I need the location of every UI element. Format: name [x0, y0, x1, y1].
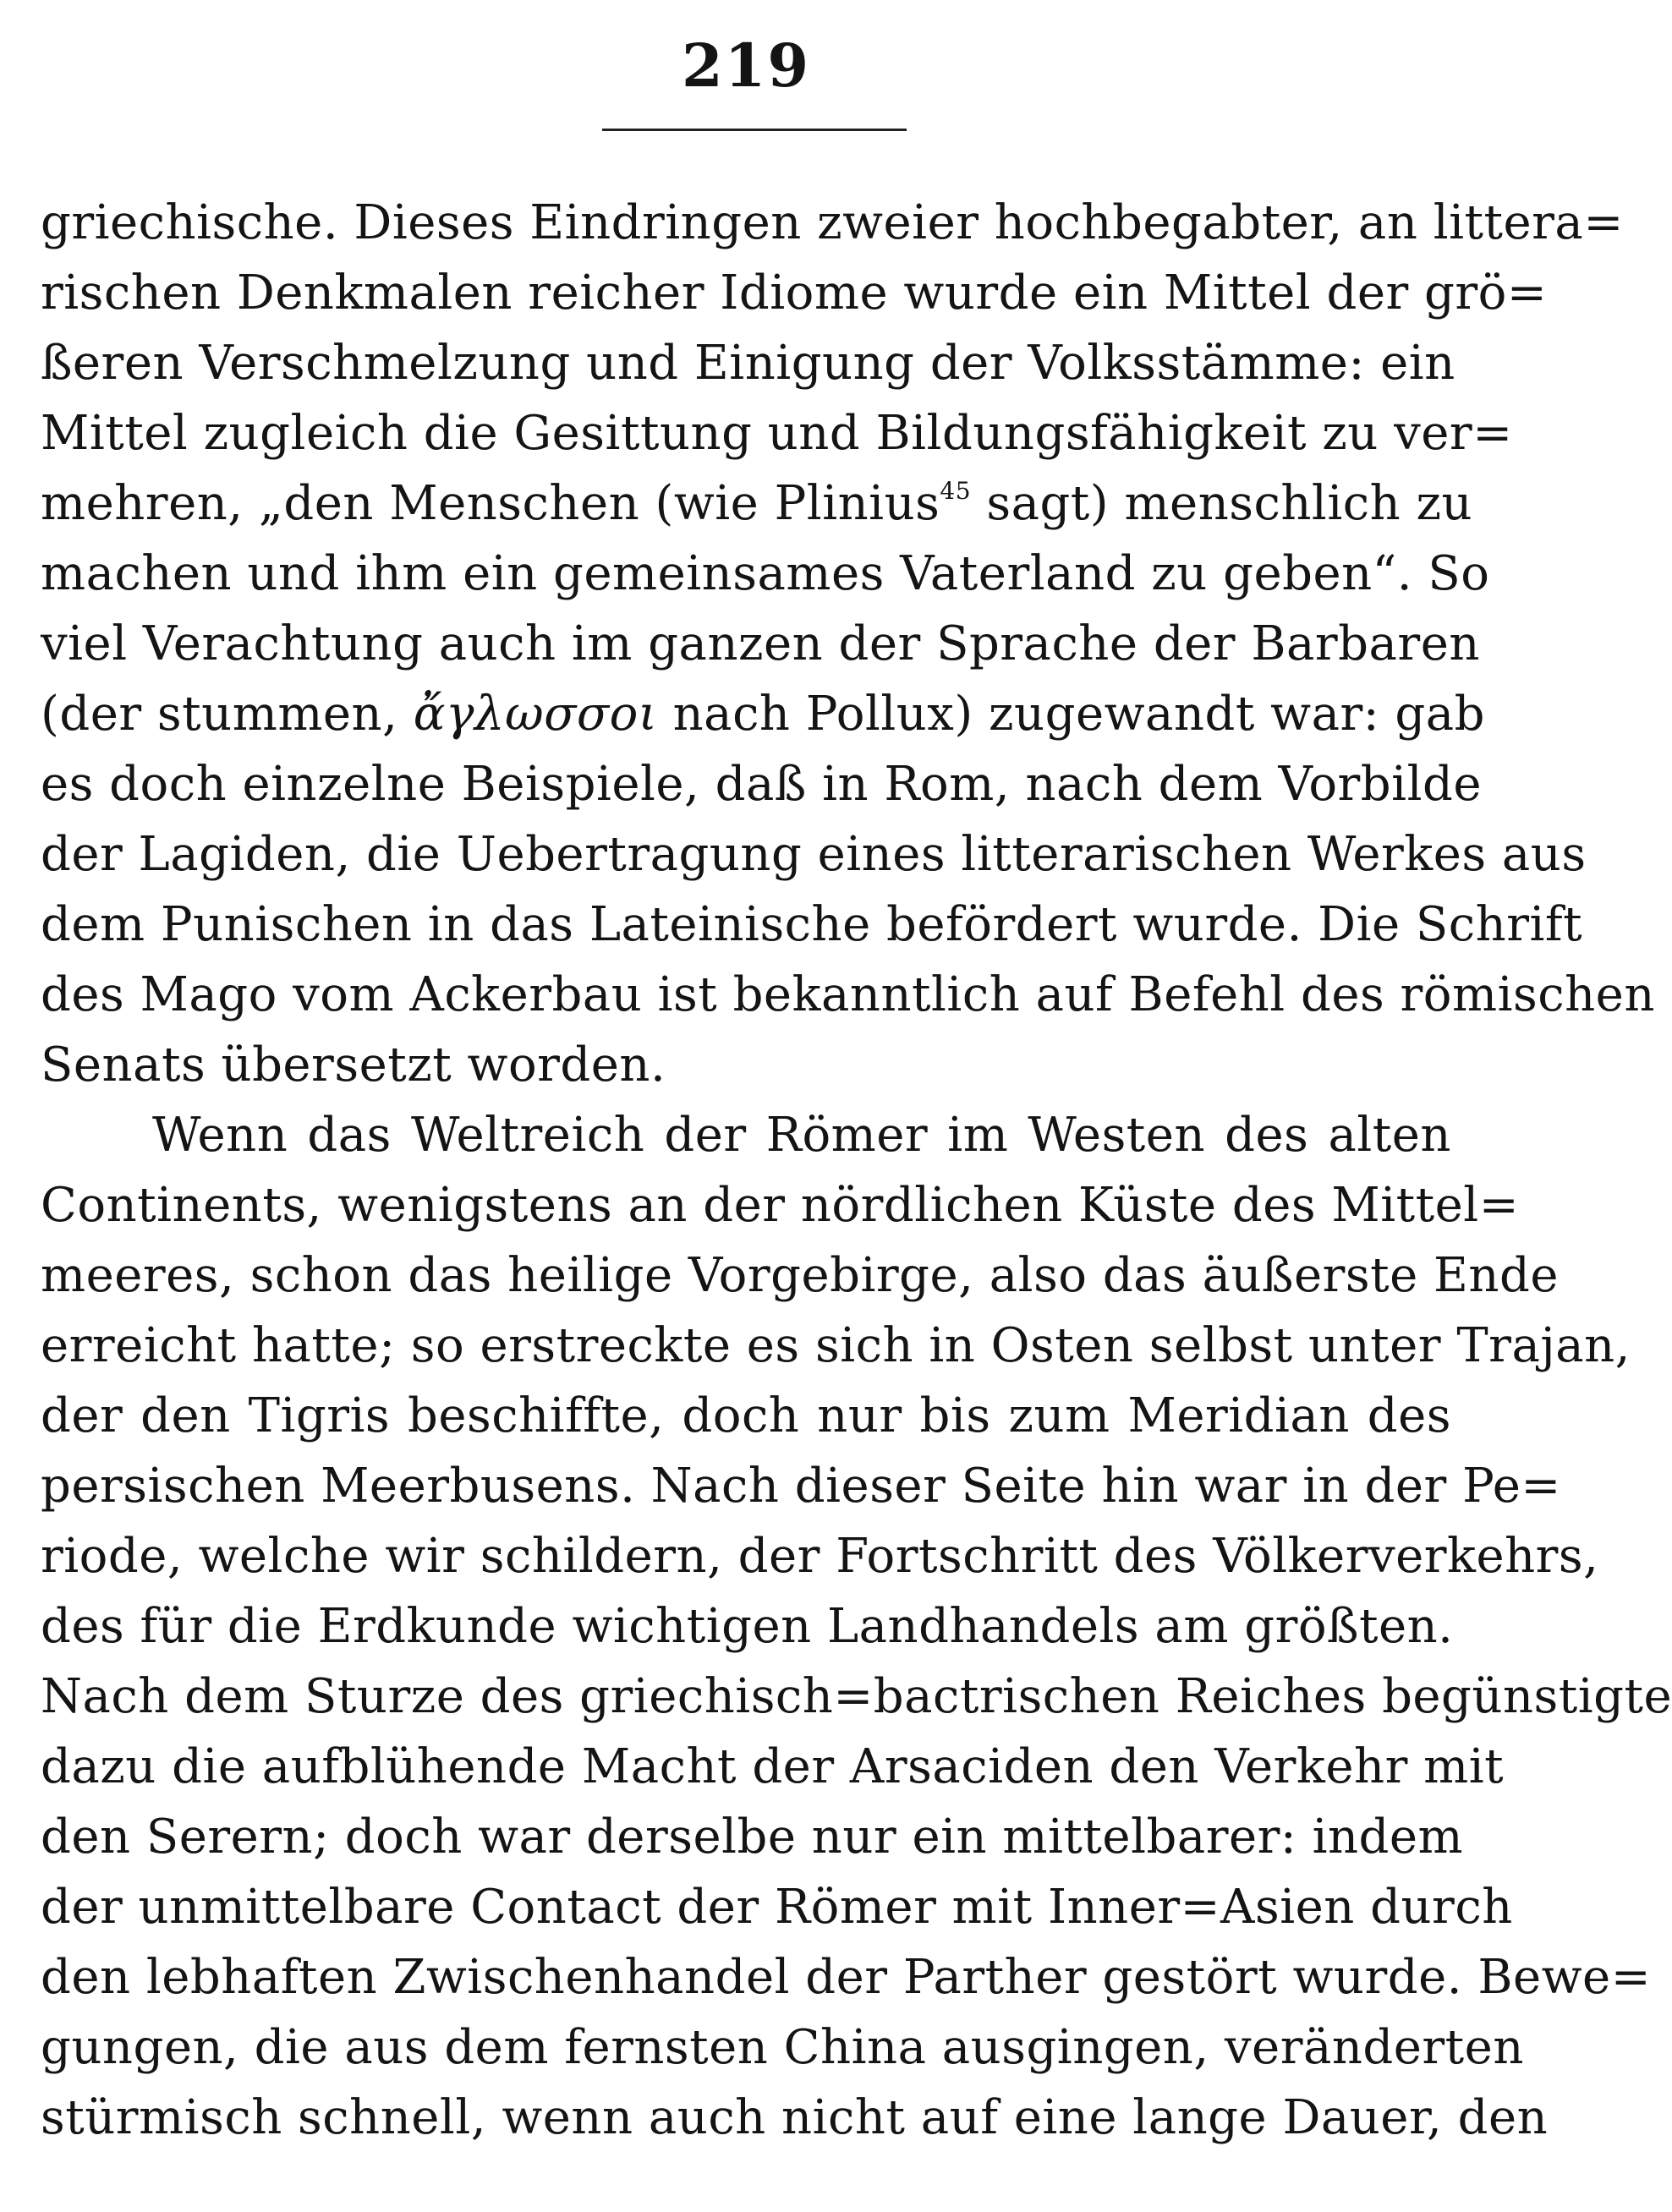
text-line: Senats übersetzt worden. [41, 1038, 666, 1092]
text-line: Continents, wenigstens an der nördlichen Küste des Mittel= [41, 1178, 1520, 1233]
text-line: des Mago vom Ackerbau ist bekanntlich auf Befehl des römischen [41, 967, 1655, 1022]
text-line: des für die Erdkunde wichtigen Landhandels am größten. [41, 1599, 1454, 1654]
text-segment: mehren, „den Menschen (wie Plinius [41, 476, 940, 531]
text-segment: sagt) menschlich zu [971, 476, 1473, 531]
text-line: Wenn das Weltreich der Römer im Westen des alten [152, 1108, 1451, 1163]
text-line: dazu die aufblühende Macht der Arsaciden den Verkehr mit [41, 1739, 1505, 1794]
text-line: gungen, die aus dem fernsten China ausgingen, veränderten [41, 2020, 1524, 2075]
paragraph-1 [41, 188, 1655, 1100]
text-line: riode, welche wir schildern, der Fortschritt des Völkerverkehrs, [41, 1529, 1599, 1584]
text-line: rischen Denkmalen reicher Idiome wurde ein Mittel der grö= [41, 266, 1548, 320]
text-line: der Lagiden, die Uebertragung eines litterarischen Werkes aus [41, 827, 1587, 882]
header-rule [602, 129, 907, 131]
text-line: es doch einzelne Beispiele, daß in Rom, nach dem Vorbilde [41, 757, 1482, 812]
text-line [41, 679, 1485, 749]
greek-word: ἄγλωσσοι [413, 687, 658, 742]
text-line: der unmittelbare Contact der Römer mit Inner=Asien durch [41, 1880, 1513, 1935]
paragraph-2 [41, 1100, 1672, 2153]
body-text [41, 188, 1672, 2153]
page-number: 219 [681, 30, 811, 101]
text-segment: (der stummen, [41, 687, 414, 742]
text-line: dem Punischen in das Lateinische befördert wurde. Die Schrift [41, 897, 1583, 952]
text-line: der den Tigris beschiffte, doch nur bis zum Meridian des [41, 1388, 1451, 1443]
text-line [41, 468, 1473, 539]
text-line: meeres, schon das heilige Vorgebirge, also das äußerste Ende [41, 1248, 1559, 1303]
text-line: Nach dem Sturze des griechisch=bactrischen Reiches begünstigte [41, 1669, 1672, 1724]
text-line: Mittel zugleich die Gesittung und Bildungsfähigkeit zu ver= [41, 406, 1513, 461]
text-line: den lebhaften Zwischenhandel der Parther gestört wurde. Bewe= [41, 1950, 1652, 2005]
text-line: ßeren Verschmelzung und Einigung der Volksstämme: ein [41, 336, 1455, 391]
text-segment: nach Pollux) zugewandt war: gab [657, 687, 1485, 742]
text-line: machen und ihm ein gemeinsames Vaterland zu geben“. So [41, 546, 1490, 601]
text-line: den Serern; doch war derselbe nur ein mittelbarer: indem [41, 1810, 1464, 1864]
text-line: griechische. Dieses Eindringen zweier hochbegabter, an littera= [41, 195, 1624, 250]
text-line: stürmisch schnell, wenn auch nicht auf eine lange Dauer, den [41, 2090, 1549, 2145]
text-line: viel Verachtung auch im ganzen der Sprache der Barbaren [41, 616, 1480, 671]
footnote-marker: 45 [940, 477, 972, 505]
text-line: erreicht hatte; so erstreckte es sich in Osten selbst unter Trajan, [41, 1318, 1631, 1373]
text-line: persischen Meerbusens. Nach dieser Seite hin war in der Pe= [41, 1459, 1561, 1514]
